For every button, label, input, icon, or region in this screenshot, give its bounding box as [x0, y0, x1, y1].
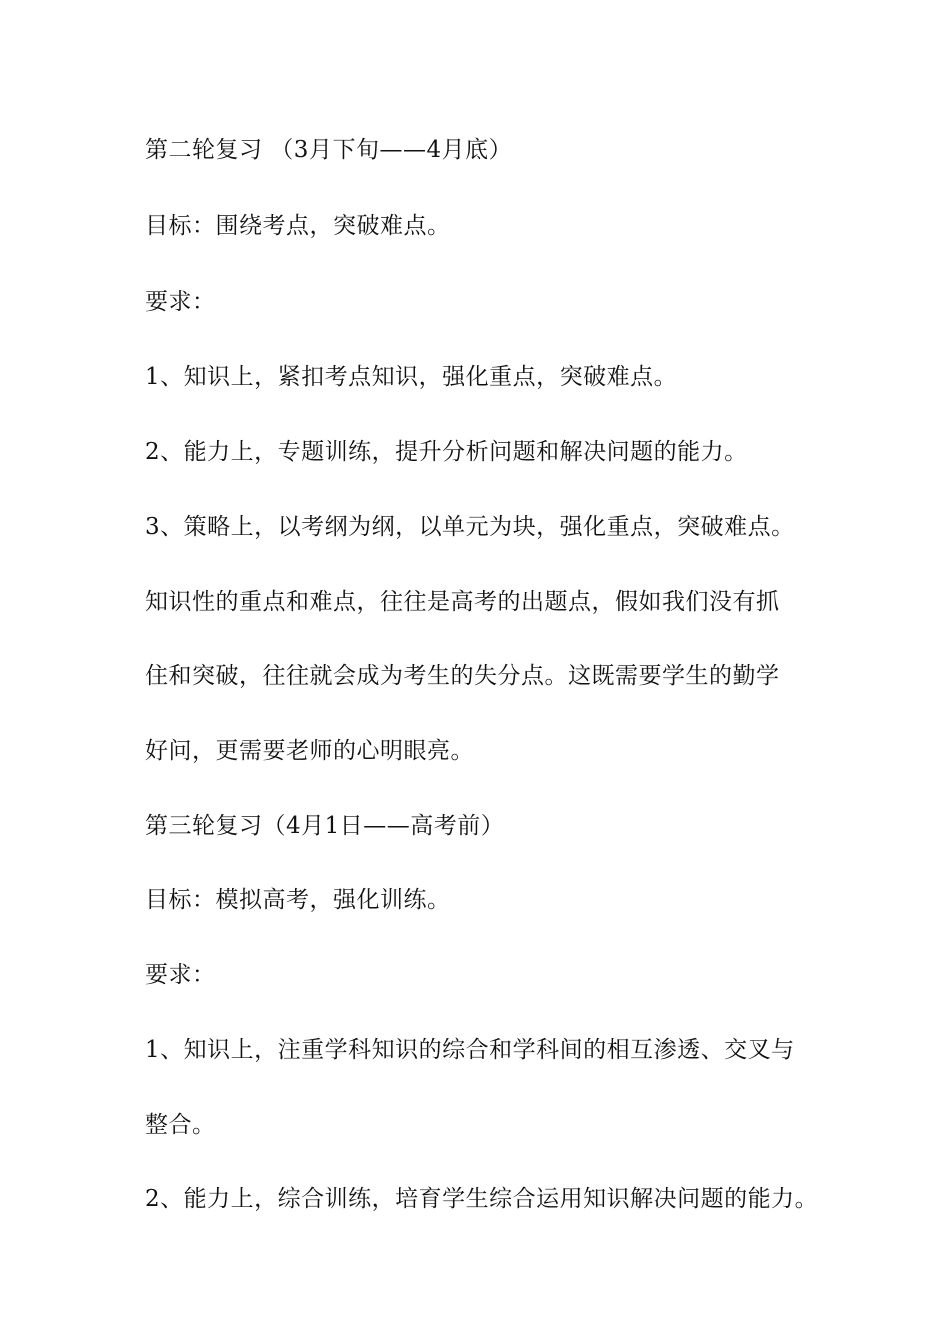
section-two-paragraph-line-2: 住和突破，往往就会成为考生的失分点。这既需要学生的勤学 [145, 663, 780, 689]
section-three-goal: 目标：模拟高考，强化训练。 [145, 887, 451, 913]
section-three-item-1-line-2: 整合。 [145, 1112, 216, 1138]
section-two-heading: 第二轮复习 （3月下旬——4月底） [145, 137, 513, 163]
section-two-requirements-label: 要求： [145, 289, 216, 315]
section-two-item-1: 1、知识上，紧扣考点知识，强化重点，突破难点。 [145, 364, 678, 390]
section-two-item-3: 3、策略上，以考纲为纲，以单元为块，强化重点，突破难点。 [145, 514, 795, 540]
section-two-goal: 目标：围绕考点，突破难点。 [145, 213, 451, 239]
section-three-requirements-label: 要求： [145, 962, 216, 988]
section-two-item-2: 2、能力上，专题训练，提升分析问题和解决问题的能力。 [145, 439, 748, 465]
section-three-item-2: 2、能力上，综合训练，培育学生综合运用知识解决问题的能力。 [145, 1186, 819, 1212]
section-three-heading: 第三轮复习（4月1日——高考前） [145, 813, 505, 839]
section-two-paragraph-line-3: 好问，更需要老师的心明眼亮。 [145, 738, 474, 764]
section-three-item-1-line-1: 1、知识上，注重学科知识的综合和学科间的相互渗透、交叉与 [145, 1037, 795, 1063]
section-two-paragraph-line-1: 知识性的重点和难点，往往是高考的出题点，假如我们没有抓 [145, 589, 780, 615]
